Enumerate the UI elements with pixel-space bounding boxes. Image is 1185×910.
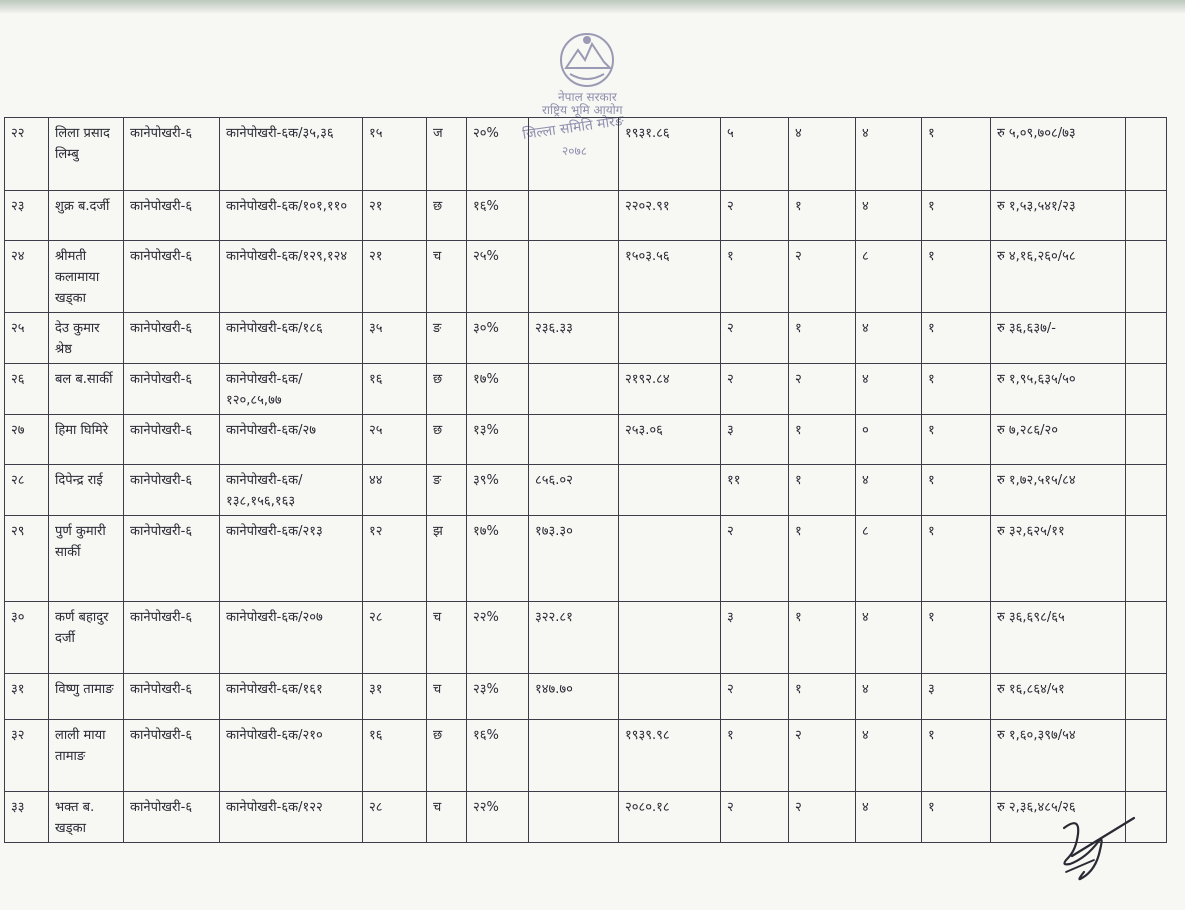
value-cell: १: [922, 191, 991, 241]
value-cell: ८: [856, 516, 922, 602]
parcel-cell: कानेपोखरी-६क/१६१: [220, 674, 363, 720]
value-cell: ज: [427, 118, 467, 191]
value-cell: १४७.७०: [529, 674, 619, 720]
blank-cell: [1126, 674, 1167, 720]
amount-cell: रु १,९५,६३५/५०: [991, 364, 1126, 415]
parcel-cell: कानेपोखरी-६क/१८६: [220, 313, 363, 364]
name-cell: श्रीमती कलामाया खड्का: [49, 241, 124, 313]
value-cell: [529, 364, 619, 415]
name-cell: पुर्ण कुमारी सार्की: [49, 516, 124, 602]
serial-cell: २८: [5, 465, 49, 516]
value-cell: ३: [922, 674, 991, 720]
value-cell: २८: [363, 792, 427, 843]
address-cell: कानेपोखरी-६: [124, 118, 220, 191]
value-cell: [619, 465, 721, 516]
address-cell: कानेपोखरी-६: [124, 516, 220, 602]
value-cell: १९३९.९८: [619, 720, 721, 792]
value-cell: १: [922, 415, 991, 465]
value-cell: च: [427, 241, 467, 313]
blank-cell: [1126, 516, 1167, 602]
value-cell: छ: [427, 415, 467, 465]
address-cell: कानेपोखरी-६: [124, 465, 220, 516]
value-cell: [619, 674, 721, 720]
serial-cell: २७: [5, 415, 49, 465]
value-cell: १: [789, 415, 856, 465]
value-cell: ४: [856, 313, 922, 364]
serial-cell: २६: [5, 364, 49, 415]
value-cell: १२: [363, 516, 427, 602]
value-cell: २२०२.९१: [619, 191, 721, 241]
value-cell: १३%: [467, 415, 529, 465]
table-row: [5, 792, 1167, 843]
parcel-cell: कानेपोखरी-६क/३५,३६: [220, 118, 363, 191]
table-row: [5, 516, 1167, 602]
serial-cell: ३१: [5, 674, 49, 720]
value-cell: ०: [856, 415, 922, 465]
blank-cell: [1126, 415, 1167, 465]
value-cell: १: [789, 516, 856, 602]
amount-cell: रु १६,८६४/५१: [991, 674, 1126, 720]
value-cell: २८: [363, 602, 427, 674]
address-cell: कानेपोखरी-६: [124, 720, 220, 792]
name-cell: लिला प्रसाद लिम्बु: [49, 118, 124, 191]
blank-cell: [1126, 191, 1167, 241]
table-row: [5, 602, 1167, 674]
blank-cell: [1126, 465, 1167, 516]
value-cell: १: [922, 313, 991, 364]
value-cell: २: [789, 792, 856, 843]
amount-cell: रु ४,१६,२६०/५८: [991, 241, 1126, 313]
value-cell: २: [789, 720, 856, 792]
serial-cell: २३: [5, 191, 49, 241]
emblem-icon: [552, 30, 622, 88]
value-cell: ४: [856, 465, 922, 516]
value-cell: ४: [789, 118, 856, 191]
amount-cell: रु ३६,६३७/-: [991, 313, 1126, 364]
value-cell: ३: [721, 602, 789, 674]
value-cell: ४: [856, 720, 922, 792]
serial-cell: ३३: [5, 792, 49, 843]
blank-cell: [1126, 364, 1167, 415]
value-cell: ८५६.०२: [529, 465, 619, 516]
value-cell: [529, 720, 619, 792]
value-cell: छ: [427, 720, 467, 792]
value-cell: ३२२.८१: [529, 602, 619, 674]
value-cell: १: [789, 313, 856, 364]
name-cell: कर्ण बहादुर दर्जी: [49, 602, 124, 674]
value-cell: ३९%: [467, 465, 529, 516]
value-cell: ४: [856, 118, 922, 191]
value-cell: १५०३.५६: [619, 241, 721, 313]
parcel-cell: कानेपोखरी-६क/१२९,१२४: [220, 241, 363, 313]
blank-cell: [1126, 720, 1167, 792]
seal-text-3: जिल्ला समिति मोरङ: [521, 112, 625, 144]
parcel-cell: कानेपोखरी-६क/२१३: [220, 516, 363, 602]
value-cell: २२%: [467, 792, 529, 843]
value-cell: २०%: [467, 118, 529, 191]
serial-cell: ३०: [5, 602, 49, 674]
value-cell: २: [721, 191, 789, 241]
value-cell: १: [789, 465, 856, 516]
value-cell: १: [721, 720, 789, 792]
blank-cell: [1126, 313, 1167, 364]
amount-cell: रु १,५३,५४१/२३: [991, 191, 1126, 241]
value-cell: २०८०.१८: [619, 792, 721, 843]
value-cell: २: [721, 364, 789, 415]
value-cell: १: [789, 674, 856, 720]
value-cell: ४: [856, 191, 922, 241]
value-cell: झ: [427, 516, 467, 602]
value-cell: २: [721, 516, 789, 602]
value-cell: १६: [363, 720, 427, 792]
address-cell: कानेपोखरी-६: [124, 602, 220, 674]
value-cell: च: [427, 792, 467, 843]
table-row: [5, 674, 1167, 720]
value-cell: ११: [721, 465, 789, 516]
value-cell: [529, 241, 619, 313]
land-records-table: [4, 117, 1167, 843]
value-cell: २: [789, 241, 856, 313]
name-cell: हिमा घिमिरे: [49, 415, 124, 465]
value-cell: [529, 415, 619, 465]
value-cell: ङ: [427, 465, 467, 516]
value-cell: [619, 602, 721, 674]
name-cell: भक्त ब. खड्का: [49, 792, 124, 843]
value-cell: १७%: [467, 516, 529, 602]
value-cell: १: [922, 118, 991, 191]
value-cell: च: [427, 674, 467, 720]
parcel-cell: कानेपोखरी-६क/१०१,११०: [220, 191, 363, 241]
value-cell: १: [922, 720, 991, 792]
serial-cell: २२: [5, 118, 49, 191]
table-row: [5, 720, 1167, 792]
serial-cell: २५: [5, 313, 49, 364]
address-cell: कानेपोखरी-६: [124, 313, 220, 364]
value-cell: [529, 792, 619, 843]
value-cell: १६: [363, 364, 427, 415]
serial-cell: २९: [5, 516, 49, 602]
value-cell: २: [721, 674, 789, 720]
value-cell: छ: [427, 364, 467, 415]
value-cell: [619, 516, 721, 602]
name-cell: विष्णु तामाङ: [49, 674, 124, 720]
value-cell: १६%: [467, 191, 529, 241]
value-cell: ३५: [363, 313, 427, 364]
address-cell: कानेपोखरी-६: [124, 364, 220, 415]
value-cell: १: [922, 465, 991, 516]
value-cell: २: [721, 313, 789, 364]
blank-cell: [1126, 241, 1167, 313]
value-cell: २३%: [467, 674, 529, 720]
value-cell: १: [721, 241, 789, 313]
value-cell: २१९२.८४: [619, 364, 721, 415]
value-cell: [619, 313, 721, 364]
name-cell: देउ कुमार श्रेष्ठ: [49, 313, 124, 364]
seal-text-4: २०७८: [562, 144, 587, 158]
name-cell: दिपेन्द्र राई: [49, 465, 124, 516]
value-cell: ४: [856, 792, 922, 843]
value-cell: १: [922, 364, 991, 415]
amount-cell: रु १,६०,३९७/५४: [991, 720, 1126, 792]
value-cell: १: [789, 602, 856, 674]
blank-cell: [1126, 118, 1167, 191]
handwritten-signature: [1040, 812, 1140, 892]
table-row: [5, 465, 1167, 516]
parcel-cell: कानेपोखरी-६क/१२०,८५,७७: [220, 364, 363, 415]
parcel-cell: कानेपोखरी-६क/१२२: [220, 792, 363, 843]
scan-edge-band: [0, 0, 1185, 14]
value-cell: ५: [721, 118, 789, 191]
value-cell: ङ: [427, 313, 467, 364]
value-cell: २: [789, 364, 856, 415]
address-cell: कानेपोखरी-६: [124, 241, 220, 313]
value-cell: २१: [363, 191, 427, 241]
address-cell: कानेपोखरी-६: [124, 674, 220, 720]
value-cell: ४४: [363, 465, 427, 516]
value-cell: च: [427, 602, 467, 674]
table-row: [5, 191, 1167, 241]
table-row: [5, 313, 1167, 364]
value-cell: १: [922, 792, 991, 843]
amount-cell: रु १,७२,५१५/८४: [991, 465, 1126, 516]
value-cell: २१: [363, 241, 427, 313]
table-row: [5, 241, 1167, 313]
blank-cell: [1126, 602, 1167, 674]
amount-cell: रु २,३६,४८५/२६: [991, 792, 1126, 843]
value-cell: ३१: [363, 674, 427, 720]
value-cell: ३: [721, 415, 789, 465]
value-cell: १७३.३०: [529, 516, 619, 602]
parcel-cell: कानेपोखरी-६क/२०७: [220, 602, 363, 674]
value-cell: ४: [856, 602, 922, 674]
value-cell: [529, 191, 619, 241]
value-cell: ८: [856, 241, 922, 313]
table-row: [5, 118, 1167, 191]
value-cell: ४: [856, 674, 922, 720]
name-cell: लाली माया तामाङ: [49, 720, 124, 792]
value-cell: २: [721, 792, 789, 843]
value-cell: ४: [856, 364, 922, 415]
parcel-cell: कानेपोखरी-६क/१३८,१५६,१६३: [220, 465, 363, 516]
value-cell: [529, 118, 619, 191]
value-cell: २५: [363, 415, 427, 465]
serial-cell: २४: [5, 241, 49, 313]
address-cell: कानेपोखरी-६: [124, 792, 220, 843]
value-cell: १५: [363, 118, 427, 191]
amount-cell: रु ३२,६२५/११: [991, 516, 1126, 602]
value-cell: १: [922, 241, 991, 313]
amount-cell: रु ३६,६९८/६५: [991, 602, 1126, 674]
value-cell: छ: [427, 191, 467, 241]
parcel-cell: कानेपोखरी-६क/२७: [220, 415, 363, 465]
value-cell: २५%: [467, 241, 529, 313]
value-cell: १७%: [467, 364, 529, 415]
value-cell: ३०%: [467, 313, 529, 364]
parcel-cell: कानेपोखरी-६क/२१०: [220, 720, 363, 792]
seal-text-2: राष्ट्रिय भूमि आयोग: [542, 103, 623, 117]
value-cell: १: [789, 191, 856, 241]
seal-text-1: नेपाल सरकार: [558, 90, 617, 104]
address-cell: कानेपोखरी-६: [124, 191, 220, 241]
name-cell: बल ब.सार्की: [49, 364, 124, 415]
value-cell: १६%: [467, 720, 529, 792]
value-cell: २३६.३३: [529, 313, 619, 364]
table-row: [5, 415, 1167, 465]
value-cell: १: [922, 602, 991, 674]
value-cell: १: [922, 516, 991, 602]
amount-cell: रु ७,२८६/२०: [991, 415, 1126, 465]
serial-cell: ३२: [5, 720, 49, 792]
table-row: [5, 364, 1167, 415]
name-cell: शुक्र ब.दर्जी: [49, 191, 124, 241]
value-cell: २५३.०६: [619, 415, 721, 465]
address-cell: कानेपोखरी-६: [124, 415, 220, 465]
value-cell: १९३१.८६: [619, 118, 721, 191]
amount-cell: रु ५,०९,७०८/७३: [991, 118, 1126, 191]
value-cell: २२%: [467, 602, 529, 674]
